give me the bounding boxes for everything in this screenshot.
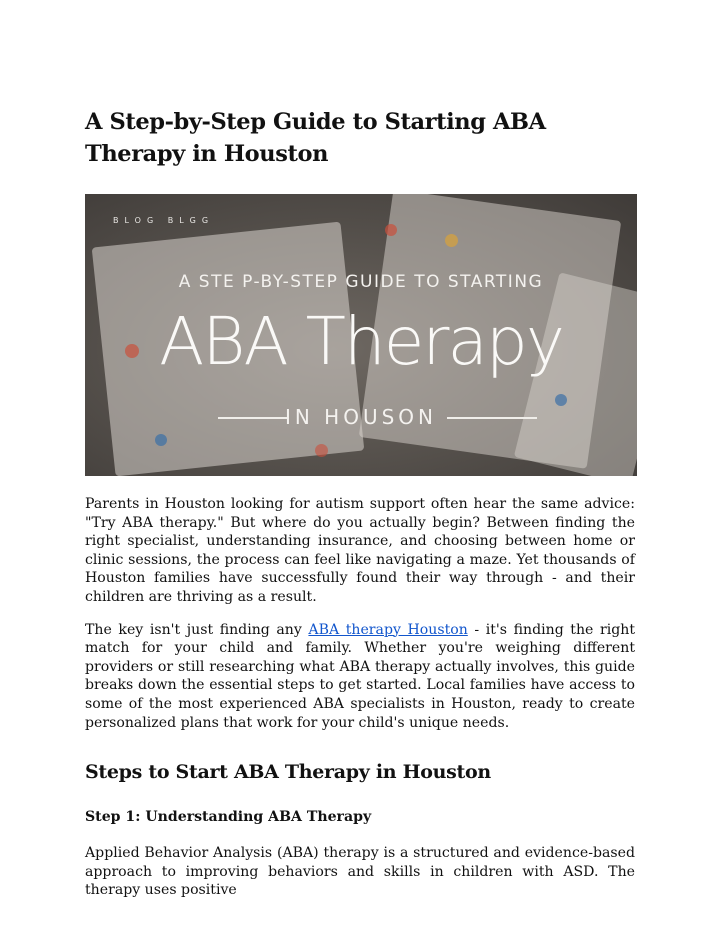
intro-paragraph: Parents in Houston looking for autism support often hear the same advice: "Try ABA therapy." But where do you actually begin? Between finding the right specialist, understanding insurance, and choosing between home or clinic sessions, the process can feel like navigating a maze. Yet thousands of Houston families have successfully found their way through - and their children are thriving as a result. bbox=[85, 496, 635, 605]
hero-blog-tag: BLOG BLGG bbox=[113, 216, 215, 225]
hero-image bbox=[85, 194, 637, 476]
hero-figure-icon bbox=[315, 444, 328, 457]
paragraph-text: The key isn't just finding any bbox=[85, 621, 309, 638]
article-title: A Step-by-Step Guide to Starting ABA Therapy in Houston bbox=[85, 109, 546, 167]
hero-figure-icon bbox=[385, 224, 397, 236]
section-heading: Steps to Start ABA Therapy in Houston bbox=[85, 761, 491, 784]
step-heading: Step 1: Understanding ABA Therapy bbox=[85, 809, 372, 826]
aba-therapy-houston-link[interactable]: ABA therapy Houston bbox=[308, 621, 468, 638]
hero-subtitle: A STE P-BY-STEP GUIDE TO STARTING bbox=[178, 272, 544, 292]
document-page bbox=[85, 106, 635, 900]
step-paragraph: Applied Behavior Analysis (ABA) therapy is a structured and evidence-based approach to improving behaviors and skills in children with ASD. The therapy uses positive bbox=[85, 845, 635, 899]
hero-city: IN HOUSON bbox=[284, 405, 438, 429]
hero-figure-icon bbox=[445, 234, 458, 247]
hero-headline: ABA Therapy bbox=[159, 303, 563, 380]
hero-figure-icon bbox=[155, 434, 167, 446]
paragraph-text: - it's finding the right match for your child and family. Whether you're weighing different providers or still researching what ABA therapy actually involves, this guide breaks down the essential steps to get started. Local families have access to some of the most experienced ABA specialists in Houston, ready to create personalized plans that work for your child's unique needs. bbox=[85, 621, 635, 731]
key-paragraph bbox=[85, 621, 635, 733]
